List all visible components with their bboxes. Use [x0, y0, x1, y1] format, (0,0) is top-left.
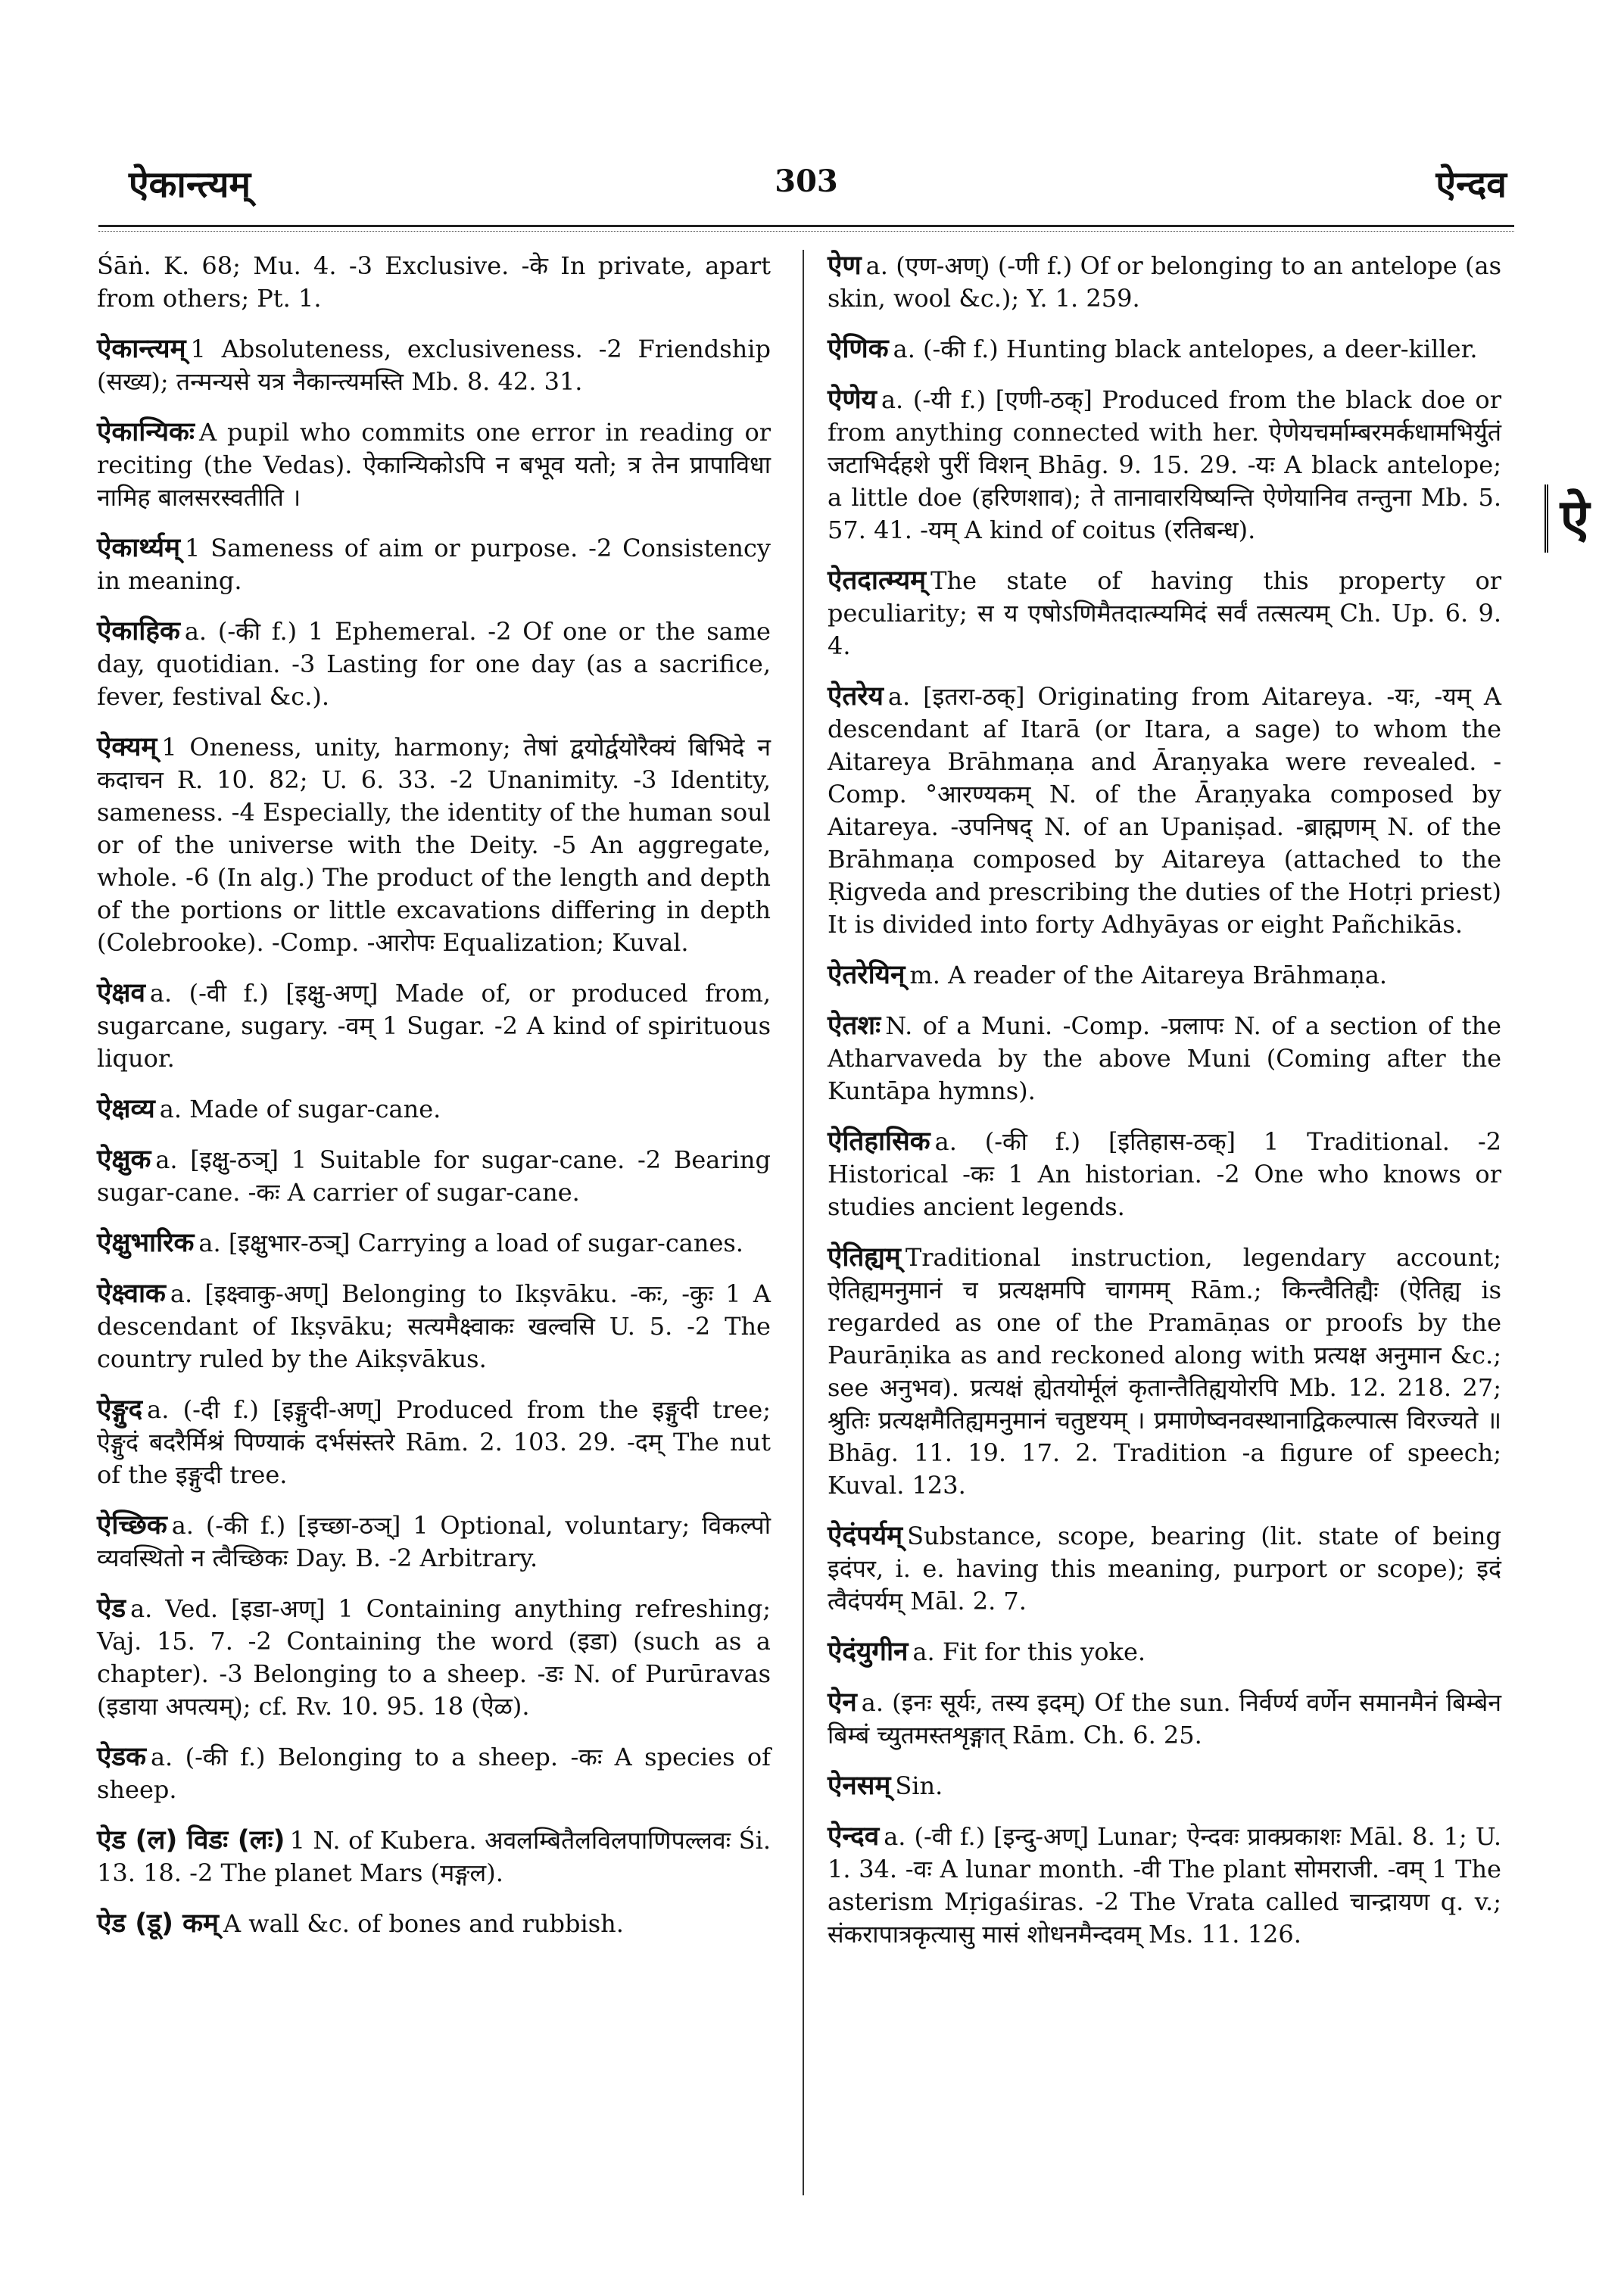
- dictionary-entry: [828, 1770, 1501, 1802]
- page-number: 303: [775, 164, 838, 199]
- dictionary-entry: [97, 333, 771, 398]
- entry-definition: a. (-यी f.) [एणी-ठक्] Produced from the black doe or from anything connected with her. ऐणेयचर्माम्बरमर्कधामभिर्युतं जटाभिर्दहशे पुरीं विशन् Bhāg. 9. 15. 29. -यः A black antelope; a little doe (हरिणशाव); ते तानावारयिष्यन्ति ऐणेयानिव तन्तुना Mb. 5. 57. 41. -यम् A kind of coitus (रतिबन्ध).: [828, 385, 1501, 544]
- entry-headword: ऐकान्यिकः: [97, 417, 195, 447]
- entry-definition: Sin.: [895, 1771, 943, 1800]
- entry-definition: a. Ved. [इडा-अण्] 1 Containing anything refreshing; Vaj. 15. 7. -2 Containing the word (इडा) (such as a chapter). -3 Belonging to a sheep. -डः N. of Purūravas (इडाया अपत्यम्); cf. Rv. 10. 95. 18 (ऐळ).: [97, 1594, 771, 1721]
- entry-definition: a. [इक्ष्वाकु-अण्] Belonging to Ikṣvāku. -कः, -कुः 1 A descendant of Ikṣvāku; सत्यमैक्ष्वाकः खल्वसि U. 5. -2 The country ruled by the Aikṣvākus.: [97, 1279, 771, 1373]
- entry-headword: ऐण: [828, 251, 862, 281]
- entry-definition: N. of a Muni. -Comp. -प्रलापः N. of a section of the Atharvaveda by the above Muni (Coming after the Kuntāpa hymns).: [828, 1011, 1501, 1105]
- entry-headword: ऐनसम्: [828, 1771, 891, 1801]
- dictionary-entry: [97, 1144, 771, 1209]
- entry-definition: a. (-वी f.) [इन्दु-अण्] Lunar; ऐन्दवः प्राक्प्रकाशः Māl. 8. 1; U. 1. 34. -वः A lunar month. -वी The plant सोमराजी. -वम् 1 The asterism Mṛigaśiras. -2 The Vrata called चान्द्रायण q. v.; संकरापात्रकृत्यासु मासं शोधनमैन्दवम् Ms. 11. 126.: [828, 1822, 1501, 1949]
- entry-definition: a. (-की f.) Belonging to a sheep. -कः A species of sheep.: [97, 1743, 771, 1804]
- left-running-headword: ऐकान्त्यम्: [129, 164, 251, 206]
- entry-definition: A pupil who commits one error in reading or reciting (the Vedas). ऐकान्यिकोऽपि न बभूव यतो; त्र तेन प्रापाविधा नामिह बालसरस्वतीति ।: [97, 418, 771, 512]
- dictionary-entry: [97, 532, 771, 597]
- dictionary-entry: [828, 959, 1501, 992]
- entry-headword: ऐदंपर्यम्: [828, 1521, 903, 1551]
- entry-headword: ऐडक: [97, 1742, 146, 1772]
- dictionary-entry: [97, 1908, 771, 1940]
- entry-definition: The state of having this property or peculiarity; स य एषोऽणिमैतदात्म्यमिदं सर्वं तत्सत्यम् Ch. Up. 6. 9. 4.: [828, 566, 1501, 660]
- entry-definition: Śāṅ. K. 68; Mu. 4. -3 Exclusive. -के In private, apart from others; Pt. 1.: [97, 251, 771, 313]
- dictionary-entry: [828, 1821, 1501, 1951]
- entry-definition: a. (-की f.) 1 Ephemeral. -2 Of one or the same day, quotidian. -3 Lasting for one day (as a sacrifice, fever, festival &c.).: [97, 617, 771, 711]
- entry-headword: ऐकार्थ्यम्: [97, 533, 181, 563]
- entry-definition: a. (-वी f.) [इक्षु-अण्] Made of, or produced from, sugarcane, sugary. -वम् 1 Sugar. -2 A kind of spirituous liquor.: [97, 979, 771, 1073]
- entry-headword: ऐच्छिक: [97, 1510, 167, 1541]
- entry-headword: ऐक्षव: [97, 978, 145, 1008]
- dictionary-entry: [97, 1593, 771, 1723]
- entry-headword: ऐन्दव: [828, 1821, 880, 1852]
- dictionary-entry: [97, 250, 771, 315]
- dictionary-entry: [828, 333, 1501, 366]
- entry-headword: ऐतशः: [828, 1011, 881, 1041]
- entry-headword: ऐतरेयिन्: [828, 960, 906, 990]
- dictionary-entry: [97, 1741, 771, 1806]
- right-running-headword: ऐन्दव: [1435, 164, 1507, 206]
- header-rule: [98, 225, 1514, 227]
- dictionary-entry: [97, 1093, 771, 1126]
- entry-definition: a. (एण-अण्) (-णी f.) Of or belonging to an antelope (as skin, wool &c.); Y. 1. 259.: [828, 251, 1501, 313]
- dictionary-entry: [828, 565, 1501, 662]
- entry-headword: ऐदंयुगीन: [828, 1637, 909, 1667]
- header-dotted-rule: [98, 231, 1514, 232]
- entry-definition: a. Fit for this yoke.: [912, 1637, 1146, 1666]
- entry-headword: ऐणिक: [828, 334, 889, 364]
- entry-definition: a. Made of sugar-cane.: [159, 1095, 441, 1123]
- entry-definition: a. [इतरा-ठक्] Originating from Aitareya. -यः, -यम् A descendant af Itarā (or Itara, a sage) to whom the Aitareya Brāhmaṇa and Āraṇyaka were revealed. -Comp. °आरण्यकम् N. of the Āraṇyaka composed by Aitareya. -उपनिषद् N. of an Upaniṣad. -ब्राह्मणम् N. of the Brāhmaṇa composed by Aitareya (attached to the Ṛigveda and prescribing the duties of the Hotṛi priest) It is divided into forty Adhyāyas or eight Pañchikās.: [828, 682, 1501, 939]
- entry-headword: ऐक्षुभारिक: [97, 1228, 195, 1258]
- dictionary-entry: [97, 1278, 771, 1375]
- dictionary-entry: [828, 384, 1501, 547]
- dictionary-entry: [828, 1687, 1501, 1752]
- entry-definition: 1 Oneness, unity, harmony; तेषां द्वयोर्द्वयोरैक्यं बिभिदे न कदाचन R. 10. 82; U. 6. 33. -2 Unanimity. -3 Identity, sameness. -4 Especially, the identity of the human soul or of the universe with the Deity. -5 An aggregate, whole. -6 (In alg.) The product of the length and depth of the portions or little excavations differing in depth (Colebrooke). -Comp. -आरोपः Equalization; Kuval.: [97, 733, 771, 957]
- entry-headword: ऐक्यम्: [97, 732, 157, 762]
- entry-definition: a. (-की f.) [इच्छा-ठञ्] 1 Optional, voluntary; विकल्पो व्यवस्थितो न त्वैच्छिकः Day. B. -2 Arbitrary.: [97, 1511, 771, 1572]
- entry-definition: a. (-की f.) Hunting black antelopes, a deer-killer.: [893, 335, 1478, 363]
- entry-definition: m. A reader of the Aitareya Brāhmaṇa.: [909, 961, 1388, 989]
- entry-definition: Traditional instruction, legendary account; ऐतिह्यमनुमानं च प्रत्यक्षमपि चागमम् Rām.; किन्त्वैतिह्यैः (ऐतिह्य is regarded as one of the Pramāṇas or proofs by the Paurāṇika as and reckoned along with प्रत्यक्ष अनुमान &c.; see अनुभव). प्रत्यक्षं ह्येतयोर्मूलं कृतान्तैतिह्ययोरपि Mb. 12. 218. 27; श्रुतिः प्रत्यक्षमैतिह्यमनुमानं चतुष्टयम् । प्रमाणेष्वनवस्थानाद्विकल्पात्स विरज्यते ॥ Bhāg. 11. 19. 17. 2. Tradition -a figure of speech; Kuval. 123.: [828, 1243, 1501, 1500]
- dictionary-entry: [828, 1242, 1501, 1502]
- entry-headword: ऐड (डू) कम्: [97, 1908, 219, 1939]
- page-header: [98, 151, 1514, 212]
- dictionary-entry: [97, 731, 771, 959]
- entry-definition: Substance, scope, bearing (lit. state of being इदंपर, i. e. having this meaning, purport or scope); इदं त्वैदंपर्यम् Māl. 2. 7.: [828, 1522, 1501, 1615]
- column-divider: [803, 250, 804, 2195]
- left-column: [97, 250, 771, 1958]
- entry-headword: ऐकाहिक: [97, 616, 180, 646]
- entry-headword: ऐक्षव्य: [97, 1094, 155, 1124]
- right-column: [828, 250, 1501, 1969]
- entry-definition: A wall &c. of bones and rubbish.: [223, 1909, 624, 1938]
- entry-headword: ऐक्ष्वाक: [97, 1279, 166, 1309]
- dictionary-entry: [97, 1824, 771, 1890]
- thumb-index-tab: ऐ: [1545, 484, 1601, 553]
- dictionary-entry: [97, 615, 771, 713]
- entry-headword: ऐतदात्म्यम्: [828, 565, 927, 596]
- dictionary-entry: [97, 416, 771, 514]
- entry-headword: ऐन: [828, 1687, 857, 1718]
- dictionary-entry: [97, 1509, 771, 1575]
- entry-headword: ऐतरेय: [828, 681, 884, 712]
- dictionary-entry: [828, 250, 1501, 315]
- entry-headword: ऐड (ल) विडः (लः): [97, 1825, 285, 1855]
- dictionary-entry: [828, 1636, 1501, 1668]
- entry-headword: ऐतिह्यम्: [828, 1242, 901, 1273]
- entry-definition: a. [इक्षु-ठञ्] 1 Suitable for sugar-cane. -2 Bearing sugar-cane. -कः A carrier of sugar-cane.: [97, 1145, 771, 1207]
- dictionary-entry: [97, 977, 771, 1075]
- dictionary-entry: [828, 681, 1501, 941]
- dictionary-entry: [828, 1010, 1501, 1108]
- entry-definition: a. (-दी f.) [इङ्गुदी-अण्] Produced from the इङ्गुदी tree; ऐङ्गुदं बदरैर्मिश्रं पिण्याकं दर्भसंस्तरे Rām. 2. 103. 29. -दम् The nut of the इङ्गुदी tree.: [97, 1395, 771, 1489]
- entry-headword: ऐक्षुक: [97, 1145, 151, 1175]
- entry-definition: 1 Absoluteness, exclusiveness. -2 Friendship (सख्य); तन्मन्यसे यत्र नैकान्त्यमस्ति Mb. 8. 42. 31.: [97, 335, 771, 396]
- dictionary-entry: [828, 1126, 1501, 1223]
- entry-headword: ऐणेय: [828, 385, 877, 415]
- entry-definition: a. (-की f.) [इतिहास-ठक्] 1 Traditional. -2 Historical -कः 1 An historian. -2 One who knows or studies ancient legends.: [828, 1127, 1501, 1221]
- entry-definition: a. [इक्षुभार-ठञ्] Carrying a load of sugar-canes.: [198, 1229, 743, 1257]
- dictionary-entry: [828, 1520, 1501, 1618]
- entry-headword: ऐकान्त्यम्: [97, 334, 186, 364]
- entry-headword: ऐतिहासिक: [828, 1126, 930, 1157]
- dictionary-entry: [97, 1227, 771, 1260]
- dictionary-entry: [97, 1394, 771, 1491]
- entry-definition: 1 N. of Kubera. अवलम्बितैलविलपाणिपल्लवः Śi. 13. 18. -2 The planet Mars (मङ्गल).: [97, 1826, 771, 1887]
- entry-definition: 1 Sameness of aim or purpose. -2 Consistency in meaning.: [97, 534, 771, 595]
- entry-definition: a. (इनः सूर्यः, तस्य इदम्) Of the sun. निर्वर्ण्य वर्णेन समानमैनं बिम्बेन बिम्बं च्युतमस्तशृङ्गात् Rām. Ch. 6. 25.: [828, 1688, 1501, 1749]
- entry-headword: ऐड: [97, 1594, 126, 1624]
- entry-headword: ऐङ्गुद: [97, 1394, 143, 1425]
